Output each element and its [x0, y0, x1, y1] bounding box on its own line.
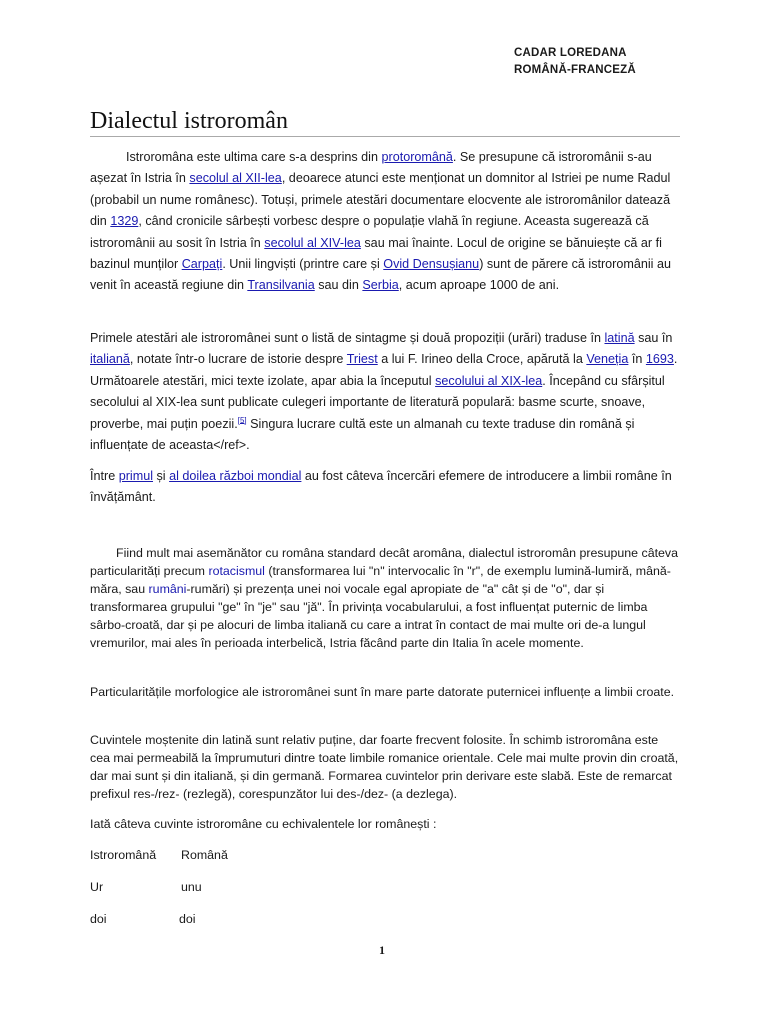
link-latina[interactable]: latină	[604, 331, 635, 345]
link-ovid-densusianu[interactable]: Ovid Densușianu	[383, 257, 480, 272]
paragraph-origin: Istroromâna este ultima care s-a desprins din protoromână. Se presupune că istroromânii s-au așezat în Istria în secolul al XII-lea, deoarece atunci este menționat un domnitor al Istriei pe nume Radul (probabil un nume românesc). Totuși, primele atestări documentare elocvente ale istroromânilor datează din 1329, când cronicile sârbești vorbesc despre o populație vlahă în regiune. Aceasta sugerează că istroromânii au sosit în Istria în secolul al XIV-lea sau mai înainte. Locul de origine se bănuiește că ar fi bazinul munților Carpați. Unii lingviști (printre care și Ovid Densușianu) sunt de părere că istroromânii au venit în această regiune din Transilvania sau din Serbia, acum aproape 1000 de ani.	[90, 150, 671, 293]
link-italiana[interactable]: italiană	[90, 352, 130, 367]
link-secolul-xiv[interactable]: secolul al XIV-lea	[264, 235, 361, 250]
link-triest[interactable]: Triest	[346, 352, 378, 367]
author-name: CADAR LOREDANA	[514, 47, 627, 59]
paragraph-morphology: Particularitățile morfologice ale istroromânei sunt în mare parte datorate puternicei influențe a limbii croate.	[90, 685, 675, 699]
table-header	[90, 848, 228, 862]
paragraph-attestations: Primele atestări ale istroromânei sunt o listă de sintagme și două propoziții (urări) traduse în latină sau în italiană, notate într-o lucrare de istorie despre Triest a lui F. Irineo della Croce, apărută la Veneția în 1693. Următoarele atestări, mici texte izolate, apar abia la începutul secolului al XIX-lea. Începând cu sfârșitul secolului al XIX-lea sunt publicate culegeri importante de literatură populară: basme scurte, snoave, proverbe, mai puțin poezii.[5] Singura lucrare cultă este un almanah cu texte traduse din română și influențate de aceasta</ref>.	[90, 331, 678, 453]
link-carpati[interactable]: Carpați	[181, 257, 223, 272]
link-primul[interactable]: primul	[118, 469, 153, 483]
link-secolul-xix[interactable]: secolului al XIX-lea	[435, 373, 543, 388]
author-subject: ROMÂNĂ-FRANCEZĂ	[514, 64, 636, 76]
link-venetia[interactable]: Veneția	[586, 352, 629, 367]
term-rumani: rumâni	[148, 582, 187, 596]
link-secolul-xii[interactable]: secolul al XII-lea	[189, 171, 282, 186]
link-serbia[interactable]: Serbia	[362, 278, 399, 293]
paragraph-phonetics: Fiind mult mai asemănător cu româna standard decât aromâna, dialectul istroromân presupune câteva particularități precum rotacismul (transformarea lui "n" intervocalic în "r", de exemplu lumină-lumiră, mână-măra, sau rumâni-rumări) și prezența unei noi vocale egal apropiate de "a" cât și de "o", dar și transformarea grupului "ge" în "je" sau "jă". În privința vocabularului, a fost influențat puternic de limba sârbo-croată, dar și pe alocuri de limba italiană cu care a intrat în contact de mai multe ori de-a lungul vremurilor, mai ales în perioada interbelică, Istria făcând parte din Italia în acele momente.	[90, 546, 679, 650]
link-1693[interactable]: 1693	[645, 352, 674, 367]
paragraph-examples-intro: Iată câteva cuvinte istroromâne cu echivalentele lor românești :	[90, 817, 437, 831]
header-romana: Română	[181, 848, 228, 862]
link-1329[interactable]: 1329	[110, 214, 139, 229]
footnote-link[interactable]: [5]	[237, 415, 247, 425]
paragraph-education: Între primul și al doilea război mondial au fost câteva încercări efemere de introducere a limbii române în învățământ.	[90, 469, 672, 505]
link-transilvania[interactable]: Transilvania	[247, 278, 315, 293]
link-protoromana[interactable]: protoromână	[381, 150, 453, 164]
page-title: Dialectul istroromân	[90, 106, 680, 137]
table-row: doi doi	[90, 912, 196, 926]
term-rotacismul: rotacismul	[208, 564, 265, 578]
page-number: 1	[379, 943, 385, 957]
paragraph-vocabulary: Cuvintele moștenite din latină sunt relativ puține, dar foarte frecvent folosite. În schimb istroromâna este cea mai permeabilă la împrumuturi dintre toate limbile romanice orientale. Cele mai multe provin din croată, dar mai sunt și din italiană, și din germană. Formarea cuvintelor prin derivare este slabă. Este de remarcat prefixul res-/rez- (rezlegă), corespunzător lui des-/dez- (a dezlega).	[90, 733, 679, 801]
link-al-doilea-razboi[interactable]: al doilea război mondial	[169, 469, 302, 483]
header-istroromana: Istroromână	[90, 848, 157, 862]
author-block	[514, 45, 636, 79]
table-row: Ur unu	[90, 880, 202, 894]
